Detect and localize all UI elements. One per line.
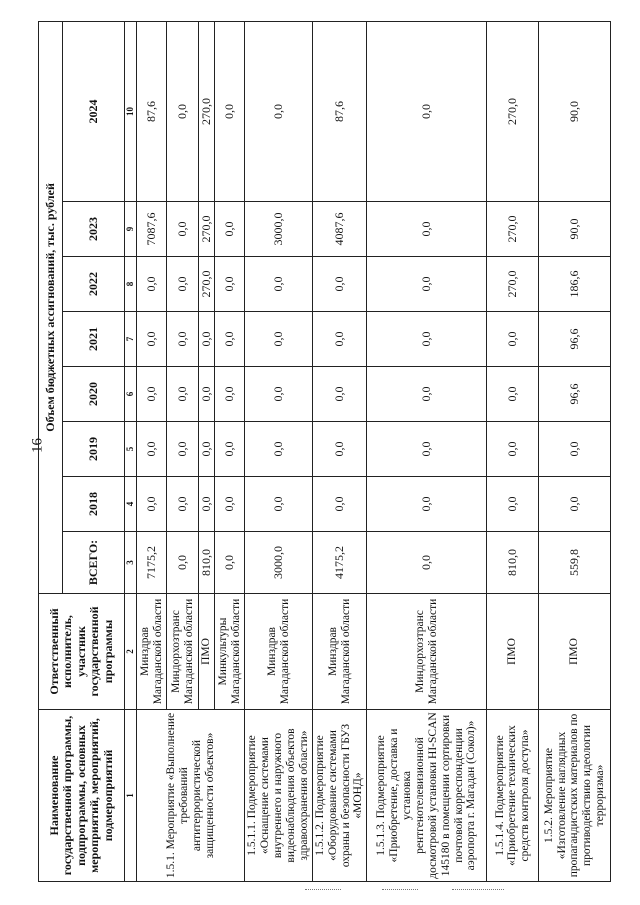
- cell-value: 0,0: [367, 422, 487, 477]
- cell-value: 0,0: [199, 422, 215, 477]
- row-name: 1.5.1.1. Подмероприятие «Оснащение системами внутреннего и наружного видеонаблюдения объектов здравоохранения области»: [245, 710, 312, 882]
- cell-total: 810,0: [199, 532, 215, 594]
- budget-table: [38, 21, 611, 882]
- row-name: 1.5.1.3. Подмероприятие «Приобретение, доставка и установка рентгенотелевизионной досмотровой установки HI-SCAN 145180 в помещении сортировки почтовой корреспонденции аэропорта г. Магадан (Сокол)»: [367, 710, 487, 882]
- cell-value: 0,0: [215, 367, 245, 422]
- column-number: 8: [125, 257, 137, 312]
- row-executor: Минкультуры Магаданской области: [215, 594, 245, 710]
- header-total: ВСЕГО:: [63, 532, 125, 594]
- row-name: 1.5.1.2. Подмероприятие «Оборудование системами охраны и безопасности ГБУЗ «МОНД»: [312, 710, 367, 882]
- column-number: 3: [125, 532, 137, 594]
- cell-value: 0,0: [487, 367, 539, 422]
- row-executor: Минздрав Магаданской области: [245, 594, 312, 710]
- cell-value: 0,0: [167, 257, 199, 312]
- cell-total: 0,0: [215, 532, 245, 594]
- cell-value: 96,6: [539, 312, 611, 367]
- header-year: 2023: [63, 202, 125, 257]
- cell-value: 270,0: [487, 257, 539, 312]
- page-number: 16: [29, 438, 46, 453]
- cell-value: 0,0: [367, 312, 487, 367]
- cell-value: 0,0: [215, 257, 245, 312]
- cell-value: 270,0: [487, 21, 539, 201]
- row-executor: Минздрав Магаданской области: [312, 594, 367, 710]
- cell-value: 87,6: [312, 21, 367, 201]
- row-executor: Минздрав Магаданской области: [137, 594, 167, 710]
- cell-total: 0,0: [367, 532, 487, 594]
- cell-value: 96,6: [539, 367, 611, 422]
- cell-value: 0,0: [167, 422, 199, 477]
- cell-value: 0,0: [312, 477, 367, 532]
- column-number: 6: [125, 367, 137, 422]
- cell-value: 0,0: [167, 367, 199, 422]
- cell-value: 0,0: [137, 312, 167, 367]
- table-row: [312, 21, 367, 881]
- row-name: 1.5.1. Мероприятие «Выполнение требований антитеррористической защищенности объектов»: [137, 710, 245, 882]
- cell-value: 0,0: [539, 477, 611, 532]
- cell-total: 3000,0: [245, 532, 312, 594]
- table-row: [137, 21, 167, 881]
- cell-value: 0,0: [539, 422, 611, 477]
- row-name: 1.5.2. Мероприятие «Изготовление наглядных пропагандистских материалов по противодействию идеологии терроризма»: [539, 710, 611, 882]
- header-year: 2020: [63, 367, 125, 422]
- footer-mark: [382, 888, 418, 890]
- cell-value: 0,0: [215, 422, 245, 477]
- header-year: 2018: [63, 477, 125, 532]
- rotated-table-wrapper: [38, 22, 607, 882]
- header-year: 2019: [63, 422, 125, 477]
- cell-value: 0,0: [167, 202, 199, 257]
- table-row: [487, 21, 539, 881]
- header-year: 2022: [63, 257, 125, 312]
- cell-value: 0,0: [487, 422, 539, 477]
- table-row: [367, 21, 487, 881]
- column-number: 5: [125, 422, 137, 477]
- cell-value: 0,0: [487, 312, 539, 367]
- cell-value: 0,0: [137, 477, 167, 532]
- cell-value: 0,0: [215, 202, 245, 257]
- cell-total: 0,0: [167, 532, 199, 594]
- footer-mark: [452, 888, 504, 890]
- cell-value: 0,0: [245, 21, 312, 201]
- cell-value: 0,0: [167, 312, 199, 367]
- cell-value: 0,0: [137, 257, 167, 312]
- column-number: 4: [125, 477, 137, 532]
- cell-value: 0,0: [215, 312, 245, 367]
- cell-value: 90,0: [539, 21, 611, 201]
- cell-value: 87,6: [137, 21, 167, 201]
- cell-total: 4175,2: [312, 532, 367, 594]
- cell-value: 270,0: [487, 202, 539, 257]
- cell-value: 270,0: [199, 202, 215, 257]
- cell-total: 7175,2: [137, 532, 167, 594]
- cell-value: 0,0: [245, 422, 312, 477]
- cell-value: 3000,0: [245, 202, 312, 257]
- cell-value: 0,0: [312, 367, 367, 422]
- cell-value: 0,0: [167, 21, 199, 201]
- row-executor: ПМО: [487, 594, 539, 710]
- cell-value: 270,0: [199, 21, 215, 201]
- cell-value: 0,0: [245, 477, 312, 532]
- cell-value: 4087,6: [312, 202, 367, 257]
- cell-total: 810,0: [487, 532, 539, 594]
- cell-value: 0,0: [367, 21, 487, 201]
- row-executor: Миндорхозтранс Магаданской области: [367, 594, 487, 710]
- cell-value: 0,0: [312, 257, 367, 312]
- row-executor: ПМО: [539, 594, 611, 710]
- header-executor: Ответственный исполнитель, участник государственной программы: [39, 594, 125, 710]
- cell-value: 0,0: [367, 367, 487, 422]
- cell-value: 0,0: [245, 257, 312, 312]
- cell-value: 0,0: [199, 477, 215, 532]
- cell-value: 0,0: [167, 477, 199, 532]
- cell-value: 0,0: [137, 367, 167, 422]
- cell-value: 0,0: [245, 367, 312, 422]
- header-name: Наименование государственной программы, подпрограммы, основных мероприятий, мероприятий, подмероприятий: [39, 710, 125, 882]
- cell-value: 186,6: [539, 257, 611, 312]
- row-name: 1.5.1.4. Подмероприятие «Приобретение технических средств контроля доступа»: [487, 710, 539, 882]
- column-number: 2: [125, 594, 137, 710]
- header-year: 2021: [63, 312, 125, 367]
- column-number: 10: [125, 21, 137, 201]
- column-number: 9: [125, 202, 137, 257]
- cell-value: 270,0: [199, 257, 215, 312]
- cell-value: 0,0: [312, 312, 367, 367]
- cell-value: 0,0: [367, 202, 487, 257]
- cell-value: 0,0: [137, 422, 167, 477]
- cell-value: 0,0: [367, 477, 487, 532]
- column-number: 1: [125, 710, 137, 882]
- cell-value: 7087,6: [137, 202, 167, 257]
- cell-value: 0,0: [199, 367, 215, 422]
- cell-value: 0,0: [245, 312, 312, 367]
- row-executor: ПМО: [199, 594, 215, 710]
- cell-value: 0,0: [199, 312, 215, 367]
- header-year: 2024: [63, 21, 125, 201]
- footer-mark: [305, 888, 341, 890]
- header-volume: Объем бюджетных ассигнований, тыс. рублей: [39, 21, 63, 593]
- column-number: 7: [125, 312, 137, 367]
- cell-value: 0,0: [487, 477, 539, 532]
- table-row: [539, 21, 611, 881]
- row-executor: Миндорхозтранс Магаданской области: [167, 594, 199, 710]
- cell-value: 0,0: [312, 422, 367, 477]
- cell-value: 0,0: [215, 477, 245, 532]
- cell-value: 90,0: [539, 202, 611, 257]
- cell-value: 0,0: [367, 257, 487, 312]
- table-row: [245, 21, 312, 881]
- cell-total: 559,8: [539, 532, 611, 594]
- cell-value: 0,0: [215, 21, 245, 201]
